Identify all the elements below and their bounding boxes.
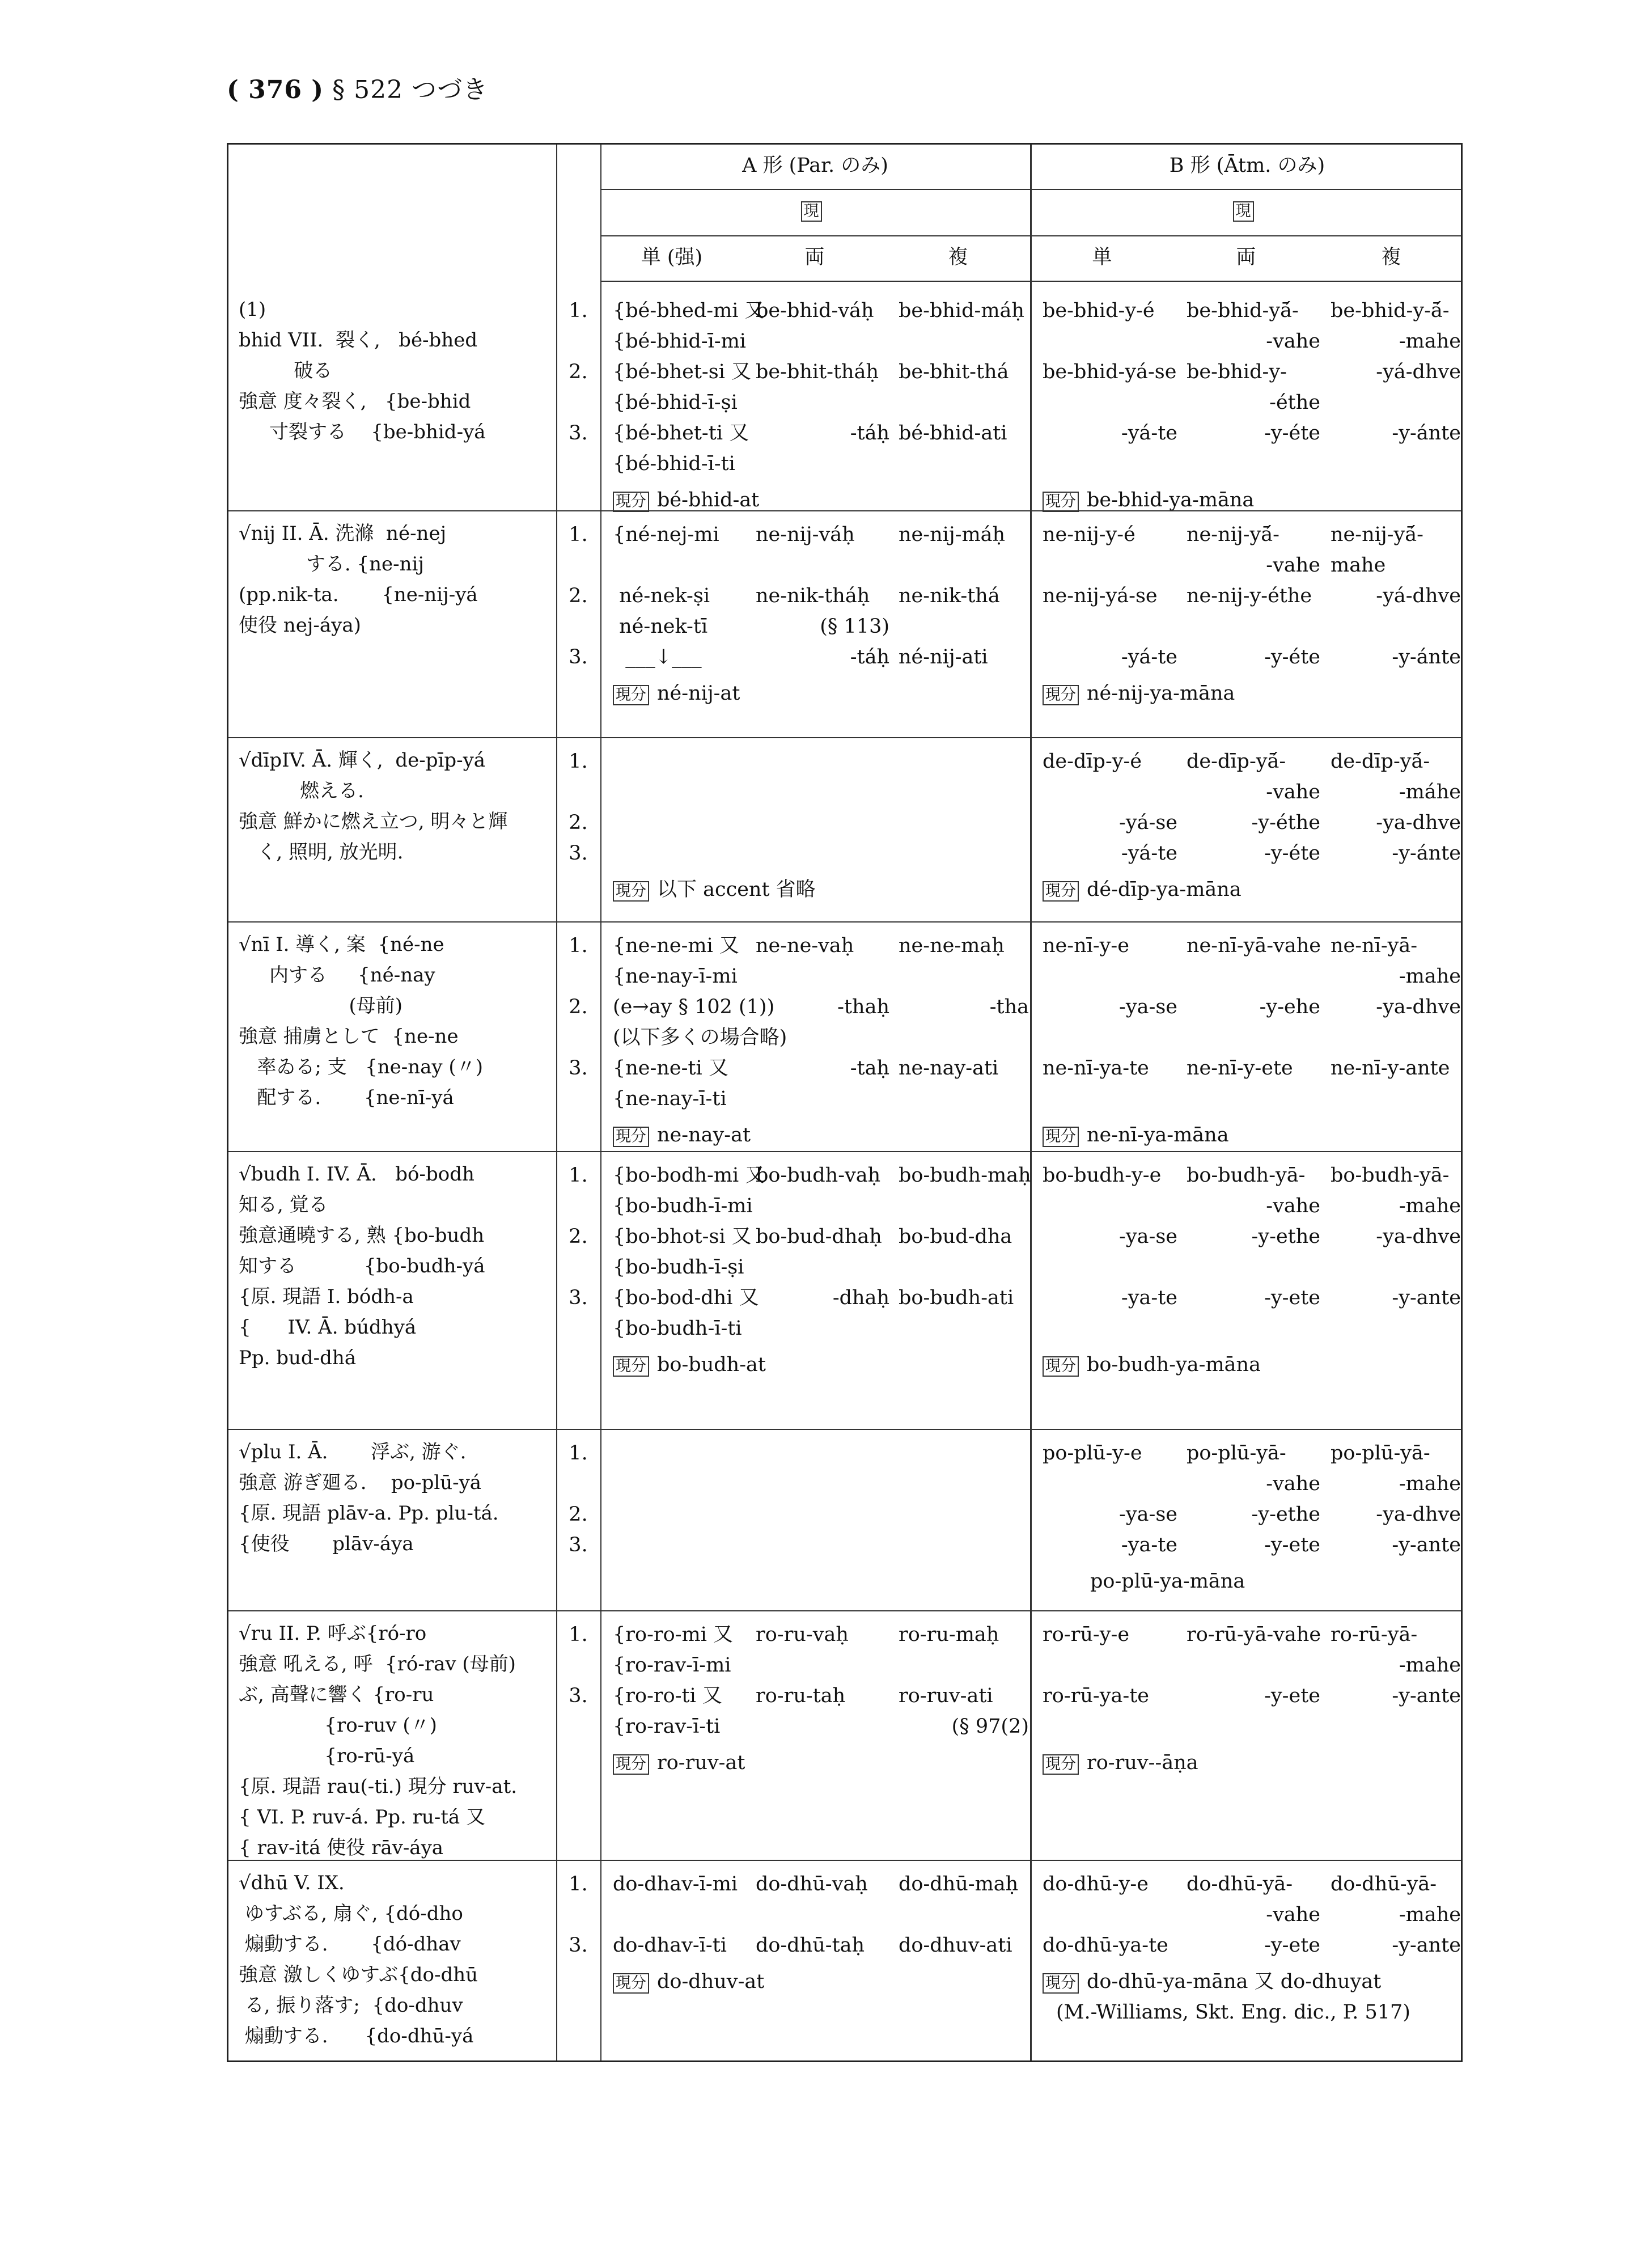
participle-a [613,678,740,709]
verb-description-line: (pp.nik-ta. {ne-nij-yá [239,583,478,606]
form-cell: ne-nij-yā́- [1331,523,1423,546]
participle-a [613,874,816,905]
form-cell: {ne-ne-ti 又 [613,1057,728,1080]
person-number: 1. [569,1442,588,1465]
person-number: 3. [569,422,588,445]
form-cell: ro-rū-yā- [1331,1623,1418,1646]
form-cell: do-dhuv-ati [899,1934,1012,1957]
form-cell: -y-ete [1264,1534,1320,1556]
verb-description-line: √dīpIV. Ā. 輝く, de-pīp-yá [239,749,486,772]
verb-description-line: 強意 吼える, 呼 {ró-rav (母前) [239,1653,516,1675]
verb-description-line: √dhū V. IX. [239,1872,345,1894]
form-cell: de-dīp-yā́- [1331,750,1430,773]
section-divider [228,1860,1461,1861]
verb-description-line: 強意 激しくゆすぶ{do-dhū [239,1964,478,1986]
section-ref: § 522 つづき [332,75,489,104]
verb-description-line: 知る, 覚る [239,1194,328,1216]
person-number: 2. [569,585,588,607]
page-number: ( 376 ) [227,75,324,104]
form-cell: -y-ete [1264,1934,1320,1957]
verb-description-line: 使役 nej-áya) [239,614,361,637]
form-cell: {bé-bhid-ī-mi [613,330,746,353]
form-cell: bé-bhid-ati [899,422,1007,445]
form-cell: be-bhid-yá-se [1043,361,1177,383]
form-cell: -vahe [1266,1195,1320,1217]
form-cell: bo-bud-dhaḥ [756,1225,882,1248]
verb-description-line: 強意 度々裂く, {be-bhid [239,390,471,413]
form-cell: {ro-ro-ti 又 [613,1685,722,1707]
participle-form: bo-budh-ya-māna [1087,1353,1261,1376]
form-cell: ne-nay-ati [899,1057,999,1080]
form-cell: {bé-bhid-ī-ti [613,452,735,475]
form-cell: -y-ehe [1259,996,1320,1018]
form-cell: -máhe [1399,781,1461,803]
form-cell: {ro-rav-ī-ti [613,1715,721,1738]
participle-b [1043,874,1242,905]
verb-description-line: √nī I. 導く, 案 {né-ne [239,933,444,956]
participle-label: 現分 [1043,492,1079,512]
form-cell: -ya-te [1121,1287,1177,1309]
form-cell: bo-bud-dha [899,1225,1012,1248]
participle-form: ro-ruv-at [657,1751,745,1774]
participle-label: 現分 [1043,1754,1079,1775]
participle-form: bé-bhid-at [657,489,760,511]
form-cell: ___↓___ [613,646,702,668]
participle-a [613,1120,751,1150]
form-cell: {bo-budh-ī-ti [613,1317,742,1340]
form-cell: -vahe [1266,1903,1320,1926]
form-cell: -y-ánte [1392,422,1461,445]
person-number: 1. [569,750,588,773]
participle-label: 現分 [1043,1973,1079,1994]
verb-description-line: {原. 現語 I. bódh-a [239,1285,414,1308]
form-cell: do-dhū-yā- [1331,1873,1437,1895]
participle-label: 現分 [613,685,649,705]
form-cell: bo-budh-yā- [1331,1164,1450,1187]
form-cell: né-nij-ati [899,646,988,668]
person-number: 2. [569,361,588,383]
verb-description-line: bhid VII. 裂く, bé-bhed [239,329,478,352]
form-cell: -yá-dhve [1376,361,1461,383]
form-cell: -tha [989,996,1029,1018]
verb-description-line: 煽動する. {dó-dhav [239,1933,461,1956]
verb-description-line: 強意 捕虜として {ne-ne [239,1025,459,1048]
form-cell: -y-ánte [1392,842,1461,865]
form-cell: -táḥ [850,646,889,668]
person-number: 2. [569,1503,588,1526]
form-cell: ne-nī-ya-te [1043,1057,1149,1080]
form-cell: -ya-se [1119,996,1177,1018]
verb-description-line: く, 照明, 放光明. [239,841,404,864]
participle-label: 現分 [613,1127,649,1147]
form-cell: -mahe [1399,1654,1461,1677]
person-number: 2. [569,811,588,834]
verb-description-line: (1) [239,298,266,321]
participle-a [613,1747,745,1778]
person-number: 1. [569,934,588,957]
participle-form: 以下 accent 省略 [657,878,816,901]
form-cell: ne-nī-y-ante [1331,1057,1450,1080]
form-cell: -dhaḥ [832,1287,889,1309]
participle-form: ne-nī-ya-māna [1087,1124,1229,1146]
verb-description-line: 知する {bo-budh-yá [239,1255,485,1277]
form-cell: do-dhū-ya-te [1043,1934,1168,1957]
form-cell: {ro-ro-mi 又 [613,1623,734,1646]
b-form-header: B 形 (Ātm. のみ) [1169,154,1325,177]
form-cell: -ya-dhve [1376,996,1461,1018]
form-cell: {bé-bhet-si 又 [613,361,752,383]
verb-description-line: ぶ, 高聲に響く {ro-ru [239,1683,434,1706]
verb-description-line: 強意 游ぎ廻る. po-plū-yá [239,1471,482,1494]
form-cell: ne-nij-y-éthe [1187,585,1312,607]
participle-b [1090,1566,1245,1597]
form-cell: (§ 97(2) [951,1715,1029,1738]
col-header-pl-b: 複 [1381,246,1401,269]
participle-a [613,1349,766,1380]
form-cell: -y-éte [1264,422,1320,445]
verb-description-line: する. {ne-nij [239,553,424,576]
form-cell: -vahe [1266,1472,1320,1495]
verb-description-line: 強意通曉する, 熟 {bo-budh [239,1224,485,1247]
form-cell: -táḥ [850,422,889,445]
person-number: 3. [569,842,588,865]
participle-b [1043,1966,1381,1997]
participle-form: po-plū-ya-māna [1090,1570,1245,1593]
verb-description-line: {使役 plāv-áya [239,1533,414,1555]
divider [600,145,601,2060]
form-cell: ne-nī-yā- [1331,934,1418,957]
form-cell: -y-éte [1264,646,1320,668]
form-cell: -y-ante [1392,1685,1461,1707]
verb-description-line: ゆすぶる, 扇ぐ, {dó-dho [239,1902,463,1925]
form-cell: bo-budh-maḥ [899,1164,1031,1187]
form-cell: ro-ru-maḥ [899,1623,999,1646]
form-cell: ro-ru-taḥ [756,1685,846,1707]
form-cell: bo-budh-vaḥ [756,1164,881,1187]
form-cell: ne-nik-thá [899,585,1000,607]
form-cell: -éthe [1269,391,1320,414]
form-cell: ne-nik-tháḥ [756,585,870,607]
verb-description-line: 率ゐる; 支 {ne-nay (〃) [239,1056,483,1078]
verb-description-line: 強意 鮮かに燃え立つ, 明々と輝 [239,810,508,833]
form-cell: ne-nī-yā-vahe [1187,934,1321,957]
form-cell: po-plū-yā- [1187,1442,1286,1465]
participle-b [1043,1120,1229,1150]
form-cell: ro-rū-ya-te [1043,1685,1149,1707]
divider [600,189,1461,190]
a-form-header: A 形 (Par. のみ) [742,154,888,177]
form-cell: -y-ethe [1251,1225,1320,1248]
participle-label: 現分 [1043,1356,1079,1377]
person-number: 3. [569,1685,588,1707]
form-cell: ne-nij-y-é [1043,523,1135,546]
form-cell: {ne-ne-mi 又 [613,934,739,957]
divider [600,235,1461,236]
participle-form: do-dhū-ya-māna 又 do-dhuyat [1087,1970,1382,1993]
page-header [227,69,488,105]
form-cell: -mahe [1399,330,1461,353]
form-cell: -mahe [1399,1903,1461,1926]
form-cell: -mahe [1399,965,1461,988]
participle-form: ne-nay-at [657,1124,751,1146]
form-cell: -vahe [1266,781,1320,803]
form-cell: -ya-se [1119,1225,1177,1248]
form-cell: ne-ne-vaḥ [756,934,854,957]
perfect-a-header: 現 [600,194,1030,225]
participle-b [1043,678,1235,709]
form-cell: do-dhū-y-e [1043,1873,1149,1895]
form-cell: -y-ete [1264,1287,1320,1309]
form-cell: po-plū-yā- [1331,1442,1430,1465]
section-divider [228,510,1461,511]
form-cell: -ya-dhve [1376,811,1461,834]
form-cell: né-nek-ṣi [613,585,710,607]
form-cell: {bo-bodh-mi 又 [613,1164,765,1187]
form-cell: ro-ru-vaḥ [756,1623,849,1646]
form-cell: -ya-dhve [1376,1503,1461,1526]
section-divider [228,1151,1461,1152]
form-cell: ne-nij-váḥ [756,523,855,546]
verb-description-line: 内する {né-nay [239,964,435,987]
person-number: 3. [569,1934,588,1957]
form-cell: -yá-dhve [1376,585,1461,607]
form-cell: {né-nej-mi [613,523,719,546]
verb-description-line: 燃える. [239,780,364,802]
verb-description-line: √plu I. Ā. 浮ぶ, 游ぐ. [239,1441,467,1463]
form-cell: mahe [1331,554,1386,577]
form-cell: be-bhid-váḥ [756,299,874,322]
form-cell: {ro-rav-ī-mi [613,1654,731,1677]
form-cell: {ne-nay-ī-ti [613,1088,727,1110]
person-number: 3. [569,646,588,668]
participle-form: bo-budh-at [657,1353,766,1376]
form-cell: do-dhū-maḥ [899,1873,1019,1895]
form-cell: -y-ethe [1251,1503,1320,1526]
form-cell: {bé-bhet-ti 又 [613,422,749,445]
form-cell: be-bhid-máḥ [899,299,1024,322]
verb-description-line: Pp. bud-dhá [239,1347,357,1369]
form-cell: {bé-bhed-mi 又 [613,299,765,322]
form-cell: de-dīp-yā́- [1187,750,1286,773]
person-number: 2. [569,996,588,1018]
form-cell: ro-ruv-ati [899,1685,993,1707]
col-header-sg-a: 単 (强) [641,246,703,269]
person-number: 1. [569,523,588,546]
divider [1030,145,1032,2060]
form-cell: -yá-se [1119,811,1177,834]
form-cell: né-nek-tī [613,615,708,638]
form-cell: -ya-se [1119,1503,1177,1526]
section-divider [228,1610,1461,1611]
section-divider [228,737,1461,738]
verb-description-line: { rav-itá 使役 rāv-áya [239,1837,444,1859]
verb-description-line: √budh I. IV. Ā. bó-bodh [239,1163,474,1186]
form-cell: -ya-te [1121,1534,1177,1556]
person-number: 3. [569,1057,588,1080]
participle-form: do-dhuv-at [657,1970,765,1993]
verb-description-line: (母前) [239,995,403,1017]
form-cell: be-bhit-tháḥ [756,361,879,383]
col-header-du-b: 両 [1236,246,1256,269]
form-cell: (§ 113) [820,615,889,638]
form-cell: -yá-te [1121,646,1177,668]
person-number: 1. [569,1164,588,1187]
col-header-pl-a: 複 [948,246,968,269]
participle-label: 現分 [613,881,649,902]
conjugation-table [227,143,1463,2062]
form-cell: ro-rū-y-e [1043,1623,1130,1646]
verb-description-line: {ro-ruv (〃) [239,1714,437,1737]
form-cell: -y-éte [1264,842,1320,865]
form-cell: ro-rū-yā-vahe [1187,1623,1321,1646]
form-cell: {bé-bhid-ī-ṣi [613,391,738,414]
form-cell: {bo-bhot-si 又 [613,1225,752,1248]
form-cell: po-plū-y-e [1043,1442,1142,1465]
form-cell: -y-ante [1392,1287,1461,1309]
form-cell: -vahe [1266,330,1320,353]
form-cell: (以下多くの場合略) [613,1026,787,1049]
form-cell: -y-ante [1392,1934,1461,1957]
form-cell: {bo-budh-ī-ṣi [613,1256,744,1279]
form-cell: -vahe [1266,554,1320,577]
person-number: 3. [569,1287,588,1309]
form-cell: -taḥ [850,1057,889,1080]
verb-description-line: √ru II. P. 呼ぶ{ró-ro [239,1622,427,1645]
participle-label: 現分 [1043,685,1079,705]
form-cell: ne-nij-yā́- [1187,523,1279,546]
form-cell: -mahe [1399,1472,1461,1495]
verb-description-line: { IV. Ā. búdhyá [239,1316,417,1339]
person-number: 1. [569,1623,588,1646]
person-number: 1. [569,299,588,322]
form-cell: bo-budh-ati [899,1287,1014,1309]
form-cell: bo-budh-yā- [1187,1164,1306,1187]
verb-description-line: 煽動する. {do-dhū-yá [239,2025,474,2047]
form-cell: -y-ante [1392,1534,1461,1556]
participle-form: dé-dīp-ya-māna [1087,878,1242,901]
form-cell: be-bhid-yā́- [1187,299,1299,322]
participle-label: 現分 [613,492,649,512]
participle-b [1043,1747,1198,1778]
verb-description-line: 破る [239,359,333,382]
participle-label: 現分 [1043,1127,1079,1147]
section-divider [228,921,1461,923]
verb-description-line: √nij II. Ā. 洗滌 né-nej [239,522,447,545]
participle-label: 現分 [613,1973,649,1994]
person-number: 2. [569,1225,588,1248]
section-divider [228,1429,1461,1430]
divider [600,281,1461,282]
form-cell: be-bhid-y-é [1043,299,1155,322]
form-cell: {ne-nay-ī-mi [613,965,738,988]
participle-b [1043,1349,1261,1380]
form-cell: -mahe [1399,1195,1461,1217]
form-cell: -thaḥ [837,996,889,1018]
form-cell: do-dhū-vaḥ [756,1873,868,1895]
participle-form: né-nij-ya-māna [1087,682,1235,705]
participle-form: be-bhid-ya-māna [1087,489,1255,511]
verb-description-line: {ro-rū-yá [239,1745,415,1767]
form-cell: (e→ay § 102 (1)) [613,996,775,1018]
participle-label: 現分 [613,1356,649,1377]
verb-description-line: { VI. P. ruv-á. Pp. ru-tá 又 [239,1806,486,1829]
verb-description-line: る, 振り落す; {do-dhuv [239,1994,463,2017]
form-cell: ne-nij-yá-se [1043,585,1158,607]
verb-description-line: 配する. {ne-nī-yá [239,1086,454,1109]
form-cell: ne-nī-y-e [1043,934,1129,957]
col-header-sg-b: 単 [1092,246,1112,269]
participle-label: 現分 [613,1754,649,1775]
form-cell: -ya-dhve [1376,1225,1461,1248]
form-cell: -yá-te [1121,422,1177,445]
verb-description-line: {原. 現語 plāv-a. Pp. plu-tá. [239,1502,499,1525]
form-cell: do-dhav-ī-mi [613,1873,738,1895]
form-cell: -y-éthe [1251,811,1320,834]
verb-description-line: 寸裂する {be-bhid-yá [239,421,486,443]
form-cell: do-dhū-yā- [1187,1873,1293,1895]
participle-form: ro-ruv--āṇa [1087,1751,1198,1774]
form-cell: -yá-te [1121,842,1177,865]
participle-a [613,1966,764,1997]
reference-note: (M.-Williams, Skt. Eng. dic., P. 517) [1056,2001,1410,2024]
col-header-du-a: 両 [804,246,825,269]
form-cell: be-bhid-y- [1187,361,1287,383]
form-cell: be-bhid-y-ā́- [1331,299,1450,322]
form-cell: be-bhit-thá [899,361,1009,383]
form-cell: ne-nij-máḥ [899,523,1006,546]
form-cell: -y-ete [1264,1685,1320,1707]
person-number: 1. [569,1873,588,1895]
form-cell: -y-ánte [1392,646,1461,668]
form-cell: {bo-budh-ī-mi [613,1195,753,1217]
verb-description-line: {原. 現語 rau(-ti.) 現分 ruv-at. [239,1775,518,1798]
perfect-b-header: 現 [1030,194,1464,225]
form-cell: de-dīp-y-é [1043,750,1142,773]
person-number: 3. [569,1534,588,1556]
form-cell: ne-nī-y-ete [1187,1057,1293,1080]
form-cell: ne-ne-maḥ [899,934,1005,957]
participle-form: né-nij-at [657,682,740,705]
form-cell: do-dhav-ī-ti [613,1934,727,1957]
form-cell: do-dhū-taḥ [756,1934,865,1957]
participle-label: 現分 [1043,881,1079,902]
form-cell: bo-budh-y-e [1043,1164,1162,1187]
form-cell: {bo-bod-dhi 又 [613,1287,759,1309]
